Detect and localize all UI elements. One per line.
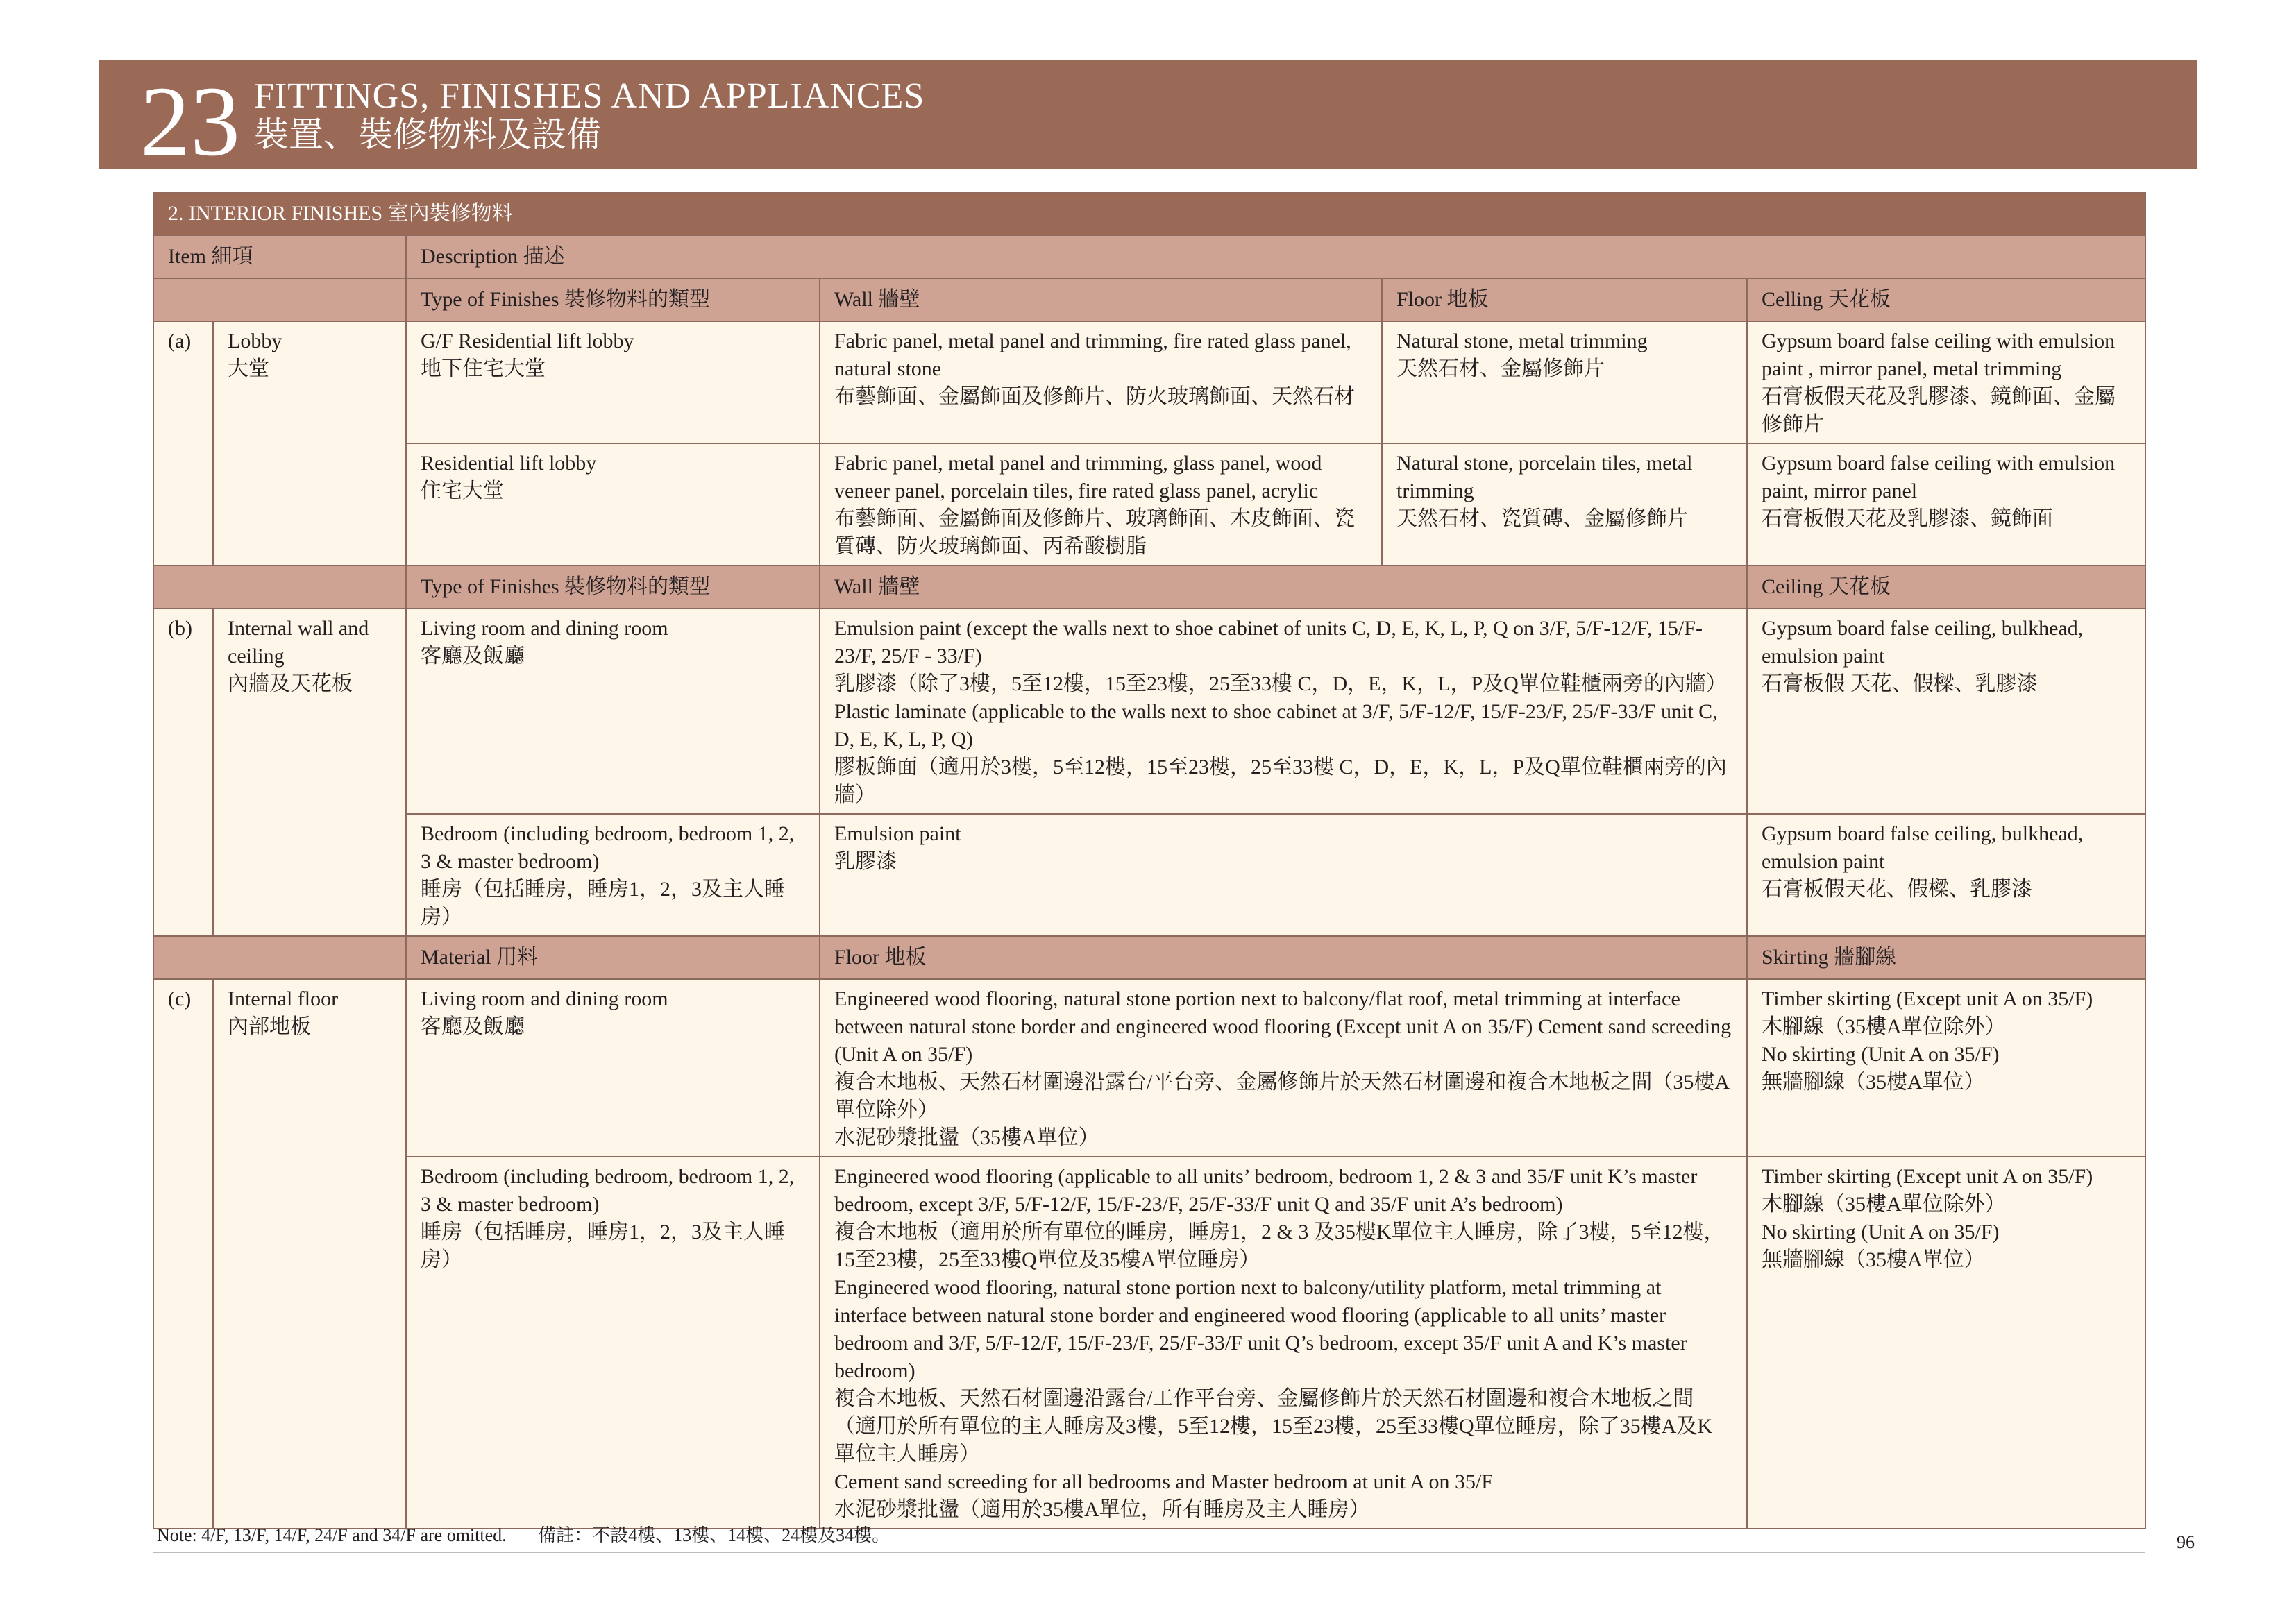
floor-header: Floor 地板 — [1382, 278, 1747, 321]
wall-zh: 布藝飾面、金屬飾面及修飾片、防火玻璃飾面、天然石材 — [834, 385, 1355, 408]
type-zh: 住宅大堂 — [421, 479, 504, 502]
ceiling-en: Gypsum board false ceiling, bulkhead, emulsion paint — [1762, 617, 2084, 668]
floor-zh: 天然石材、金屬修飾片 — [1396, 357, 1605, 380]
floor-header: Floor 地板 — [820, 936, 1747, 979]
page-number: 96 — [2177, 1532, 2195, 1552]
type-cell — [406, 814, 820, 936]
type-cell — [406, 609, 820, 814]
item-letter: (c) — [153, 979, 213, 1529]
floor-cell — [1382, 443, 1747, 566]
table-row — [153, 609, 2145, 814]
wall-zh: 膠板飾面（適用於3樓，5至12樓，15至23樓，25至33樓 C，D，E，K，L，P及Q單位鞋櫃兩旁的內牆） — [834, 756, 1727, 806]
ceiling-cell — [1747, 321, 2145, 443]
type-header: Type of Finishes 裝修物料的類型 — [406, 566, 820, 609]
subheader-blank — [153, 936, 406, 979]
floor-cell — [820, 979, 1747, 1157]
wall-en: Fabric panel, metal panel and trimming, fire rated glass panel, natural stone — [834, 330, 1351, 380]
type-en: G/F Residential lift lobby — [421, 330, 634, 352]
skirting-en: No skirting (Unit A on 35/F) — [1762, 1043, 2000, 1066]
table-row — [153, 814, 2145, 936]
wall-cell — [820, 609, 1747, 814]
ceiling-zh: 石膏板假 天花、假樑、乳膠漆 — [1762, 672, 2038, 695]
item-name-zh: 大堂 — [228, 357, 269, 380]
wall-zh: 布藝飾面、金屬飾面及修飾片、玻璃飾面、木皮飾面、瓷質磚、防火玻璃飾面、丙希酸樹脂 — [834, 507, 1355, 558]
skirting-header: Skirting 牆腳線 — [1747, 936, 2145, 979]
item-name-zh: 內部地板 — [228, 1015, 311, 1038]
skirting-cell — [1747, 979, 2145, 1157]
material-header: Material 用料 — [406, 936, 820, 979]
ceiling-zh: 石膏板假天花及乳膠漆、鏡飾面、金屬修飾片 — [1762, 385, 2116, 436]
item-column-header: Item 細項 — [153, 235, 406, 278]
ceiling-en: Gypsum board false ceiling with emulsion paint , mirror panel, metal trimming — [1762, 330, 2116, 380]
wall-zh: 乳膠漆（除了3樓，5至12樓，15至23樓，25至33樓 C，D，E，K，L，P及Q單位鞋櫃兩旁的內牆） — [834, 672, 1727, 695]
item-letter: (a) — [153, 321, 213, 566]
type-header: Type of Finishes 裝修物料的類型 — [406, 278, 820, 321]
section-title-zh: 裝置、裝修物料及設備 — [254, 115, 601, 154]
ceiling-en: Gypsum board false ceiling with emulsion paint, mirror panel — [1762, 452, 2116, 502]
skirting-en: No skirting (Unit A on 35/F) — [1762, 1221, 2000, 1243]
floor-en: Engineered wood flooring, natural stone portion next to balcony/utility platform, metal trimming at interface between natural stone border and engineered wood flooring (applicable to all units’ master bedroom and 3/F, 5/F-12/F, 15/F-23/F, 25/F-33/F unit Q’s bedroom, except 35/F unit A and K’s master bedroom) — [834, 1276, 1687, 1382]
table-row — [153, 443, 2145, 566]
type-cell — [406, 321, 820, 443]
floor-zh: 水泥砂漿批盪（適用於35樓A單位，所有睡房及主人睡房） — [834, 1498, 1370, 1521]
floor-zh: 複合木地板（適用於所有單位的睡房，睡房1，2 & 3 及35樓K單位主人睡房，除了3樓，5至12樓，15至23樓，25至33樓Q單位及35樓A單位睡房） — [834, 1221, 1725, 1271]
wall-header: Wall 牆壁 — [820, 278, 1382, 321]
subheader-blank — [153, 278, 406, 321]
item-name-zh: 內牆及天花板 — [228, 672, 353, 695]
table-row — [153, 321, 2145, 443]
item-name-en: Internal floor — [228, 987, 339, 1010]
type-en: Bedroom (including bedroom, bedroom 1, 2, 3 & master bedroom) — [421, 822, 795, 873]
floor-zh: 水泥砂漿批盪（35樓A單位） — [834, 1126, 1099, 1149]
floor-en: Natural stone, metal trimming — [1396, 330, 1648, 352]
description-column-header: Description 描述 — [406, 235, 2145, 278]
type-zh: 睡房（包括睡房，睡房1，2，3及主人睡房） — [421, 878, 785, 928]
type-zh: 睡房（包括睡房，睡房1，2，3及主人睡房） — [421, 1221, 785, 1271]
wall-en: Emulsion paint — [834, 822, 961, 845]
ceiling-header: Celling 天花板 — [1747, 278, 2145, 321]
floor-cell — [1382, 321, 1747, 443]
footer-divider — [153, 1552, 2145, 1553]
type-cell — [406, 979, 820, 1157]
ceiling-en: Gypsum board false ceiling, bulkhead, emulsion paint — [1762, 822, 2084, 873]
skirting-en: Timber skirting (Except unit A on 35/F) — [1762, 1165, 2093, 1188]
skirting-cell — [1747, 1157, 2145, 1529]
wall-zh: 乳膠漆 — [834, 850, 897, 873]
skirting-zh: 木腳線（35樓A單位除外） — [1762, 1193, 2006, 1216]
floor-en: Engineered wood flooring, natural stone portion next to balcony/flat roof, metal trimming at interface between natural stone border and engineered wood flooring (Except unit A on 35/F) Cement sand screeding (Unit A on 35/F) — [834, 987, 1732, 1066]
skirting-en: Timber skirting (Except unit A on 35/F) — [1762, 987, 2093, 1010]
item-letter: (b) — [153, 609, 213, 936]
type-en: Living room and dining room — [421, 617, 668, 640]
wall-cell — [820, 321, 1382, 443]
type-cell — [406, 1157, 820, 1529]
floor-zh: 天然石材、瓷質磚、金屬修飾片 — [1396, 507, 1688, 530]
table-title: 2. INTERIOR FINISHES 室內裝修物料 — [153, 192, 2145, 235]
table-row — [153, 1157, 2145, 1529]
item-name — [213, 979, 406, 1529]
wall-en: Emulsion paint (except the walls next to shoe cabinet of units C, D, E, K, L, P, Q on 3/F, 5/F-12/F, 15/F-23/F, 25/F - 33/F) — [834, 617, 1703, 668]
table-row — [153, 979, 2145, 1157]
section-header — [99, 60, 2197, 177]
ceiling-zh: 石膏板假天花、假樑、乳膠漆 — [1762, 878, 2032, 901]
item-name-en: Lobby — [228, 330, 282, 352]
type-en: Bedroom (including bedroom, bedroom 1, 2, 3 & master bedroom) — [421, 1165, 795, 1216]
ceiling-cell — [1747, 609, 2145, 814]
floor-en: Cement sand screeding for all bedrooms and Master bedroom at unit A on 35/F — [834, 1470, 1493, 1493]
wall-en: Fabric panel, metal panel and trimming, glass panel, wood veneer panel, porcelain tiles, fire rated glass panel, acrylic — [834, 452, 1322, 502]
ceiling-cell — [1747, 443, 2145, 566]
floor-zh: 複合木地板、天然石材圍邊沿露台/平台旁、金屬修飾片於天然石材圍邊和複合木地板之間（35樓A單位除外） — [834, 1071, 1730, 1121]
floor-cell — [820, 1157, 1747, 1529]
section-title-en: FITTINGS, FINISHES AND APPLIANCES — [254, 76, 925, 116]
type-zh: 客廳及飯廳 — [421, 645, 525, 668]
wall-cell — [820, 814, 1747, 936]
type-en: Residential lift lobby — [421, 452, 597, 475]
wall-header: Wall 牆壁 — [820, 566, 1747, 609]
ceiling-header: Ceiling 天花板 — [1747, 566, 2145, 609]
type-zh: 客廳及飯廳 — [421, 1015, 525, 1038]
floor-en: Natural stone, porcelain tiles, metal trimming — [1396, 452, 1693, 502]
item-name — [213, 321, 406, 566]
type-cell — [406, 443, 820, 566]
floor-zh: 複合木地板、天然石材圍邊沿露台/工作平台旁、金屬修飾片於天然石材圍邊和複合木地板之間（適用於所有單位的主人睡房及3樓，5至12樓，15至23樓，25至33樓Q單位睡房，除了35樓A及K單位主人睡房） — [834, 1387, 1712, 1465]
interior-finishes-table — [153, 192, 2146, 1529]
wall-cell — [820, 443, 1382, 566]
skirting-zh: 木腳線（35樓A單位除外） — [1762, 1015, 2006, 1038]
footnote: Note: 4/F, 13/F, 14/F, 24/F and 34/F are omitted. 備註：不設4樓、13樓、14樓、24樓及34樓。 — [157, 1525, 890, 1545]
type-zh: 地下住宅大堂 — [421, 357, 546, 380]
section-number: 23 — [140, 67, 240, 177]
wall-en: Plastic laminate (applicable to the walls next to shoe cabinet at 3/F, 5/F-12/F, 15/F-23/F, 25/F-33/F unit C, D, E, K, L, P, Q) — [834, 700, 1718, 751]
ceiling-cell — [1747, 814, 2145, 936]
skirting-zh: 無牆腳線（35樓A單位） — [1762, 1071, 1985, 1094]
ceiling-zh: 石膏板假天花及乳膠漆、鏡飾面 — [1762, 507, 2053, 530]
item-name-en: Internal wall and ceiling — [228, 617, 369, 668]
item-name — [213, 609, 406, 936]
skirting-zh: 無牆腳線（35樓A單位） — [1762, 1248, 1985, 1271]
type-en: Living room and dining room — [421, 987, 668, 1010]
floor-en: Engineered wood flooring (applicable to all units’ bedroom, bedroom 1, 2 & 3 and 35/F unit K’s master bedroom, except 3/F, 5/F-12/F, 15/F-23/F, 25/F-33/F unit Q and 35/F unit A’s bedroom) — [834, 1165, 1698, 1216]
subheader-blank — [153, 566, 406, 609]
